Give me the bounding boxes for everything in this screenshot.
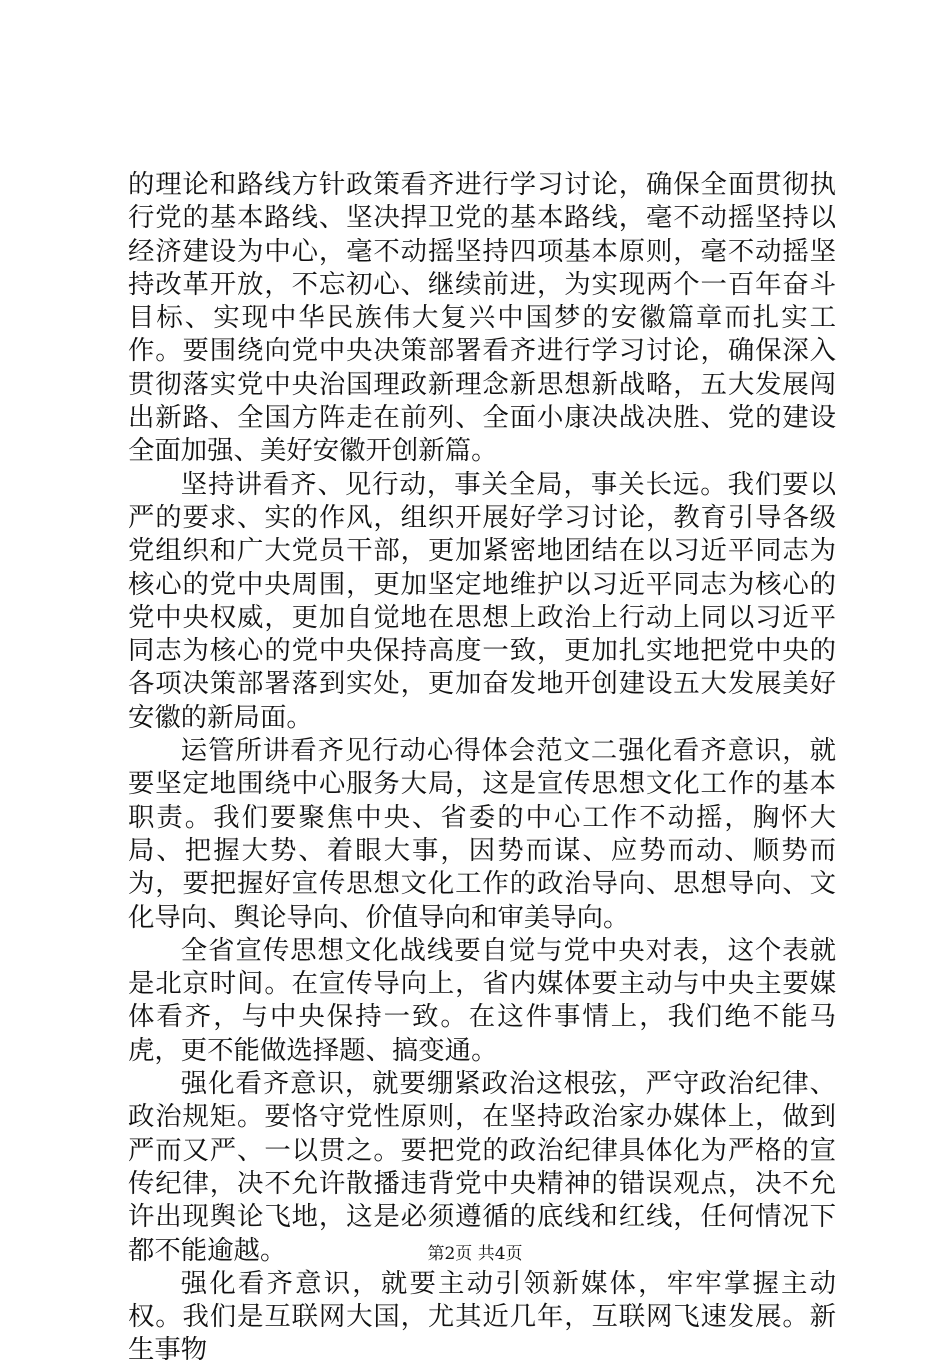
paragraph-3: 运管所讲看齐见行动心得体会范文二强化看齐意识，就要坚定地围绕中心服务大局，这是宣传思想文化工作的基本职责。我们要聚焦中央、省委的中心工作不动摇，胸怀大局、把握大势、着眼大事，因势而谋、应势而动、顺势而为，要把握好宣传思想文化工作的政治导向、思想导向、文化导向、舆论导向、价值导向和审美导向。	[128, 735, 836, 933]
page-footer: 第2页 共4页	[427, 1244, 523, 1264]
paragraph-5: 强化看齐意识，就要绷紧政治这根弦，严守政治纪律、政治规矩。要恪守党性原则，在坚持政治家办媒体上，做到严而又严、一以贯之。要把党的政治纪律具体化为严格的宣传纪律，决不允许散播违背党中央精神的错误观点，决不允许出现舆论飞地，这是必须遵循的底线和红线，任何情况下都不能逾越。	[128, 1068, 836, 1266]
paragraph-4: 全省宣传思想文化战线要自觉与党中央对表，这个表就是北京时间。在宣传导向上，省内媒体要主动与中央主要媒体看齐，与中央保持一致。在这件事情上，我们绝不能马虎，更不能做选择题、搞变通。	[128, 934, 836, 1066]
paragraph-1: 的理论和路线方针政策看齐进行学习讨论，确保全面贯彻执行党的基本路线、坚决捍卫党的基本路线，毫不动摇坚持以经济建设为中心，毫不动摇坚持四项基本原则，毫不动摇坚持改革开放，不忘初心、继续前进，为实现两个一百年奋斗目标、实现中华民族伟大复兴中国梦的安徽篇章而扎实工作。要围绕向党中央决策部署看齐进行学习讨论，确保深入贯彻落实党中央治国理政新理念新思想新战略，五大发展闯出新路、全国方阵走在前列、全面小康决战决胜、党的建设全面加强、美好安徽开创新篇。	[128, 169, 836, 467]
paragraph-2: 坚持讲看齐、见行动，事关全局，事关长远。我们要以严的要求、实的作风，组织开展好学习讨论，教育引导各级党组织和广大党员干部，更加紧密地团结在以习近平同志为核心的党中央周围，更加坚定地维护以习近平同志为核心的党中央权威，更加自觉地在思想上政治上行动上同以习近平同志为核心的党中央保持高度一致，更加扎实地把党中央的各项决策部署落到实处，更加奋发地开创建设五大发展美好安徽的新局面。	[128, 468, 836, 733]
paragraph-6: 强化看齐意识，就要主动引领新媒体，牢牢掌握主动权。我们是互联网大国，尤其近几年，互联网飞速发展。新生事物	[128, 1267, 836, 1366]
document-body	[128, 168, 836, 1367]
